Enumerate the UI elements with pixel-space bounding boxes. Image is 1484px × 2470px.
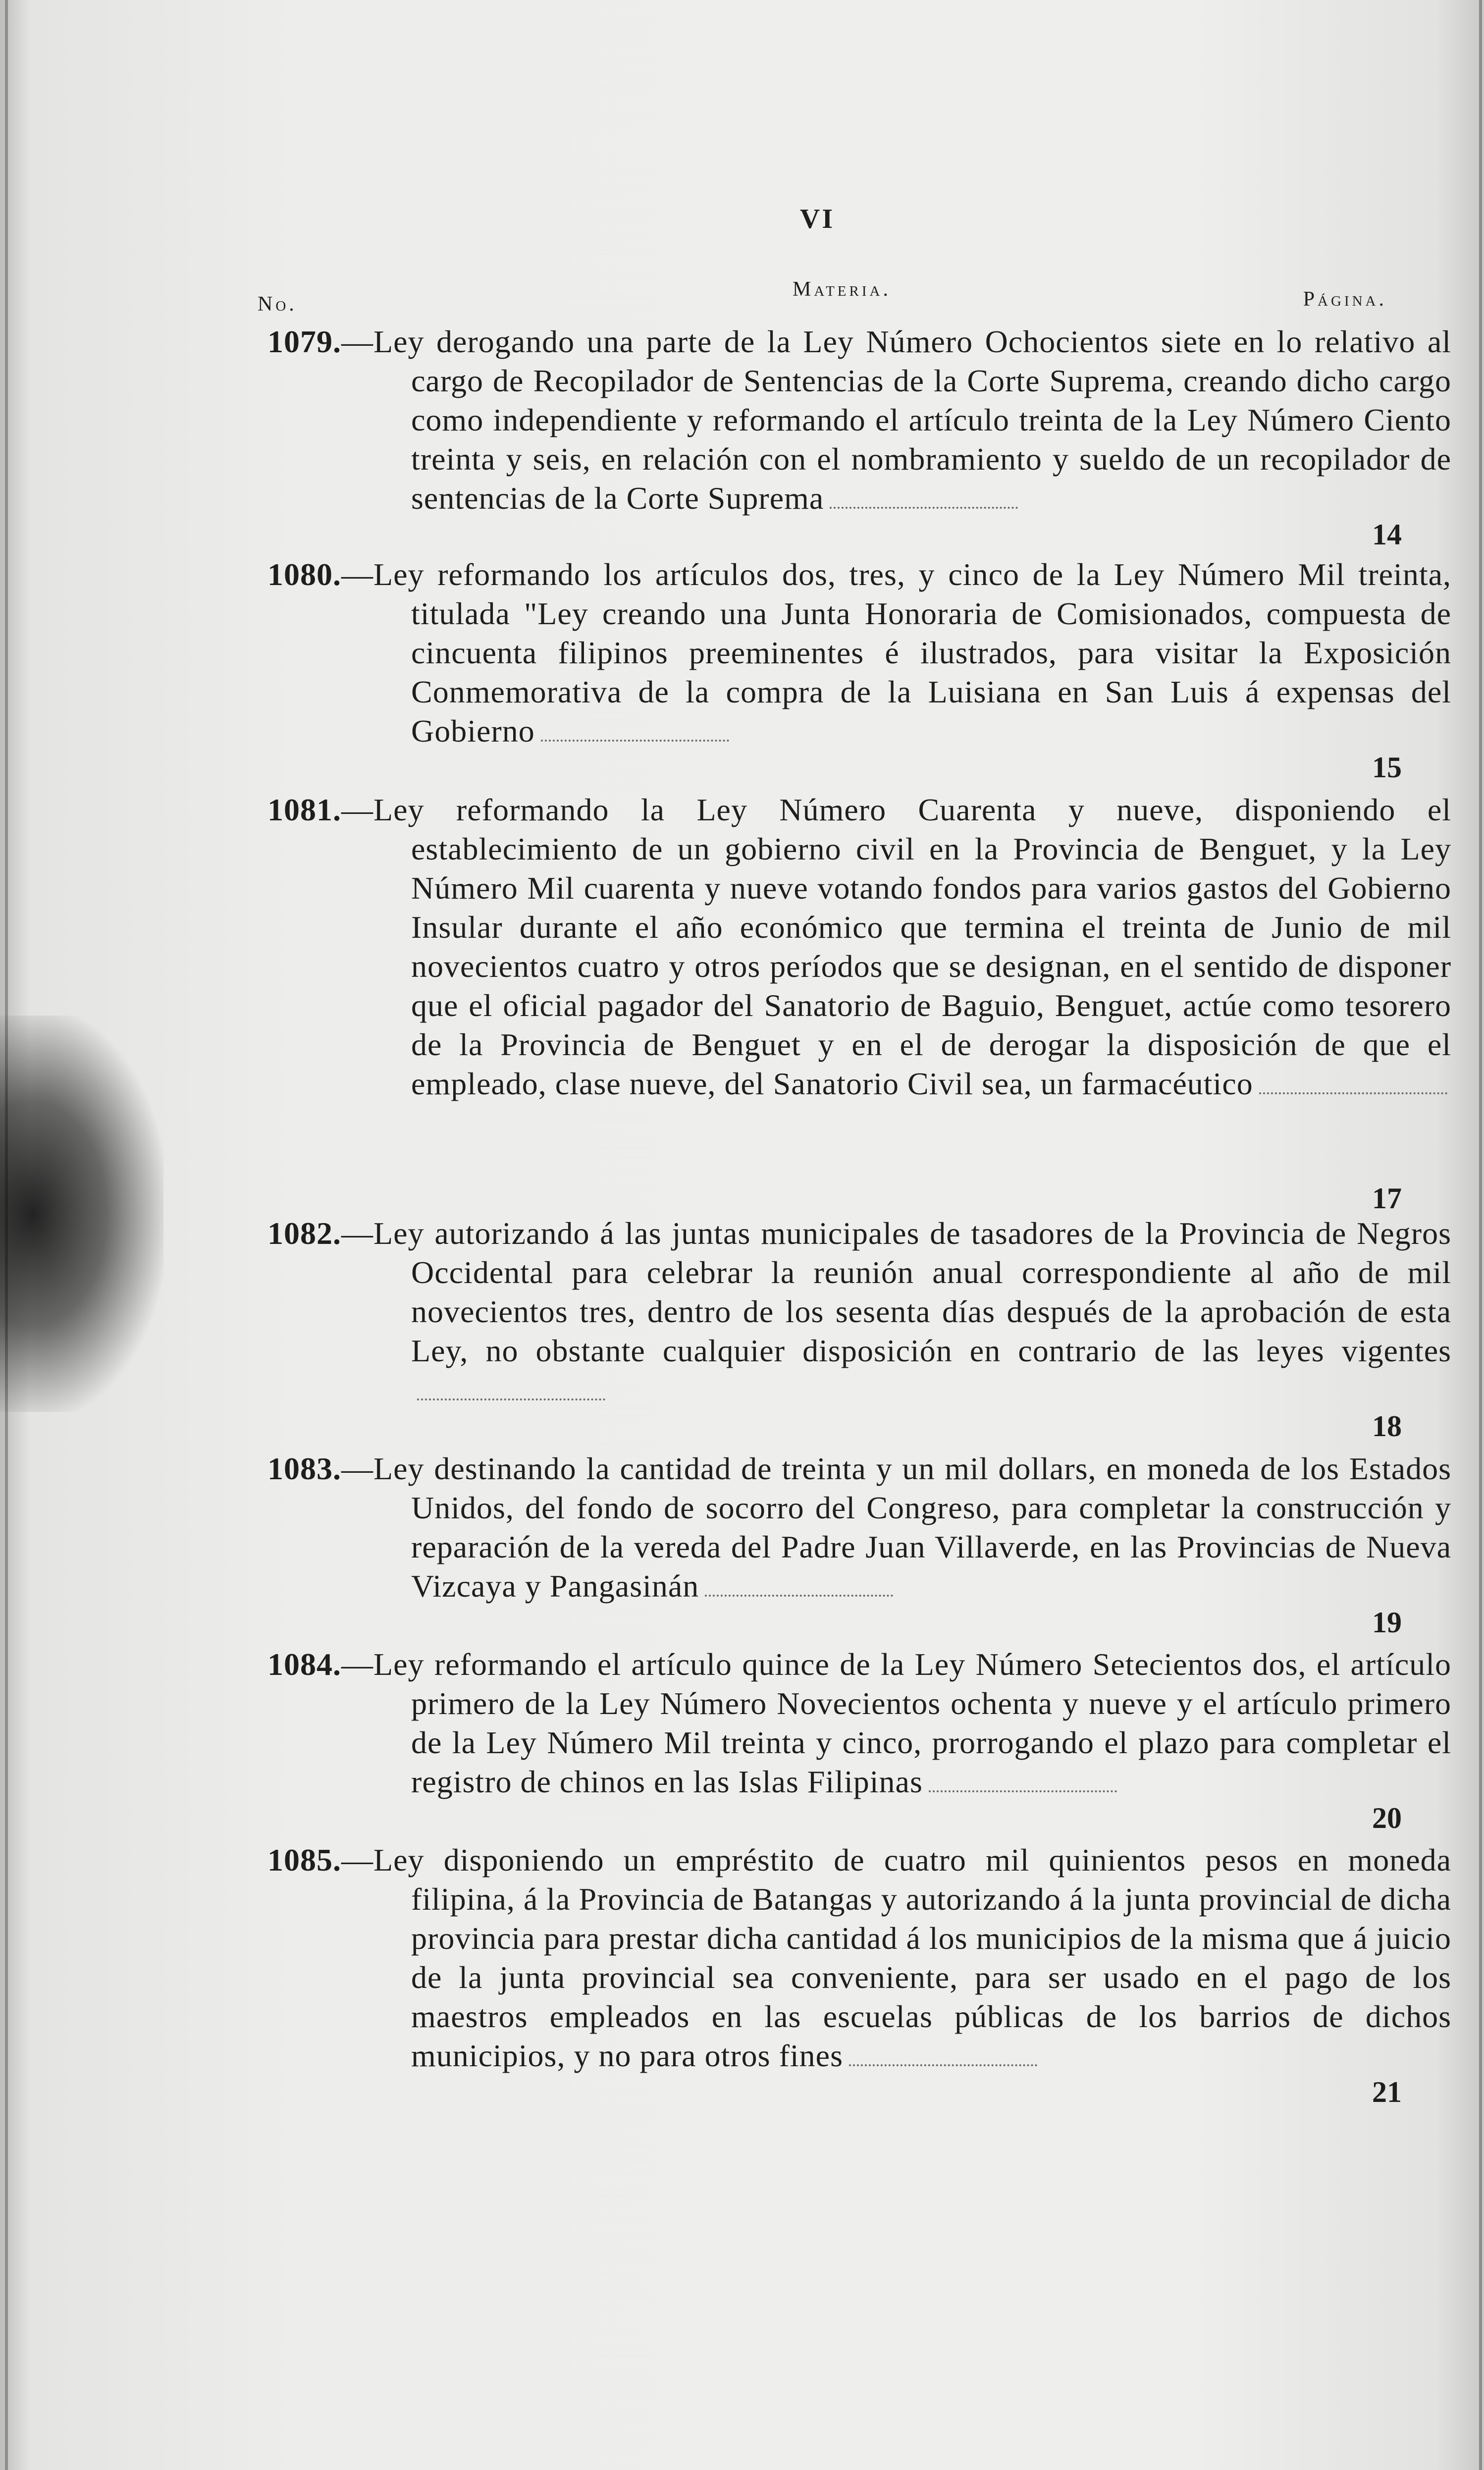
table-header xyxy=(258,277,1387,317)
entry-text: —Ley derogando una parte de la Ley Número Ochocientos siete en lo relativo al cargo de Recopilador de Sentencias de la Corte Suprema, creando dicho cargo como independiente y reformando el artículo treinta de la Ley Número Ciento treinta y seis, en relación con el nombramiento y sueldo de un recopilador de sentencias de la Corte Suprema xyxy=(341,324,1451,516)
binding-shadow xyxy=(0,1016,163,1412)
entry-number: 1082. xyxy=(267,1216,341,1251)
entry-number: 1081. xyxy=(267,792,341,827)
index-entry-1082 xyxy=(267,1214,1451,1443)
entry-number: 1085. xyxy=(267,1842,341,1878)
dot-leader xyxy=(417,1393,605,1400)
dot-leader xyxy=(541,734,729,742)
entry-number: 1084. xyxy=(267,1647,341,1682)
entry-number: 1083. xyxy=(267,1451,341,1486)
entry-text: —Ley autorizando á las juntas municipales de tasadores de la Provincia de Negros Occidental para celebrar la reunión anual correspondiente al año de mil novecientos tres, dentro de los sesenta días después de la aprobación de esta Ley, no obstante cualquier disposición en contrario de las leyes vigentes xyxy=(341,1216,1451,1368)
index-entry-1079 xyxy=(267,322,1451,551)
dot-leader xyxy=(929,1784,1117,1792)
header-materia: Materia. xyxy=(793,278,891,301)
dot-leader xyxy=(705,1589,893,1597)
entry-text: —Ley reformando la Ley Número Cuarenta y nueve, disponiendo el establecimiento de un gobierno civil en la Provincia de Benguet, y la Ley Número Mil cuarenta y nueve votando fondos para varios gastos del Gobierno Insular durante el año económico que termina el treinta de Junio de mil novecientos cuatro y otros períodos que se designan, en el sentido de disponer que el oficial pagador del Sanatorio de Baguio, Benguet, actúe como tesorero de la Provincia de Benguet y en el de derogar la disposición de que el empleado, clase nueve, del Sanatorio Civil sea, un farmacéutico xyxy=(341,792,1451,1101)
entry-page: 18 xyxy=(1372,1410,1402,1443)
entry-text: —Ley reformando los artículos dos, tres, y cinco de la Ley Número Mil treinta, titulada "Ley creando una Junta Honoraria de Comisionados, compuesta de cincuenta filipinos preeminentes é ilustrados, para visitar la Exposición Conmemorativa de la compra de la Luisiana en San Luis á expensas del Gobierno xyxy=(341,557,1451,749)
index-entry-1083 xyxy=(267,1449,1451,1639)
entry-number: 1079. xyxy=(267,324,341,359)
entry-number: 1080. xyxy=(267,557,341,592)
index-entry-1081 xyxy=(267,790,1451,1215)
entry-text: —Ley disponiendo un empréstito de cuatro mil quinientos pesos en moneda filipina, á la Provincia de Batangas y autorizando á la junta provincial de dicha provincia para prestar dicha cantidad á los municipios de la misma que á juicio de la junta provincial sea conveniente, para ser usado en el pago de los maestros empleados en las escuelas públicas de los barrios de dichos municipios, y no para otros fines xyxy=(341,1842,1451,2073)
entry-page: 17 xyxy=(1372,1182,1402,1215)
entry-text: —Ley reformando el artículo quince de la Ley Número Setecientos dos, el artículo primero de la Ley Número Novecientos ochenta y nueve y el artículo primero de la Ley Número Mil treinta y cinco, prorrogando el plazo para completar el registro de chinos en las Islas Filipinas xyxy=(341,1647,1451,1799)
dot-leader xyxy=(830,501,1018,509)
entry-page: 21 xyxy=(1372,2076,1402,2108)
index-entry-1085 xyxy=(267,1840,1451,2108)
page-number: VI xyxy=(799,204,835,234)
entry-page: 19 xyxy=(1372,1606,1402,1639)
dot-leader xyxy=(849,2058,1037,2066)
entry-text: —Ley destinando la cantidad de treinta y un mil dollars, en moneda de los Estados Unidos, del fondo de socorro del Congreso, para completar la construcción y reparación de la vereda del Padre Juan Villaverde, en las Provincias de Nueva Vizcaya y Pangasinán xyxy=(341,1451,1451,1604)
entry-page: 15 xyxy=(1372,751,1402,784)
right-page-edge xyxy=(1479,0,1482,2470)
index-entry-1080 xyxy=(267,555,1451,784)
index-entry-1084 xyxy=(267,1645,1451,1834)
entry-page: 20 xyxy=(1372,1802,1402,1834)
entry-page: 14 xyxy=(1372,518,1402,551)
header-no: No. xyxy=(258,293,297,316)
dot-leader xyxy=(1259,1086,1447,1094)
header-pagina: Página. xyxy=(1303,288,1387,311)
